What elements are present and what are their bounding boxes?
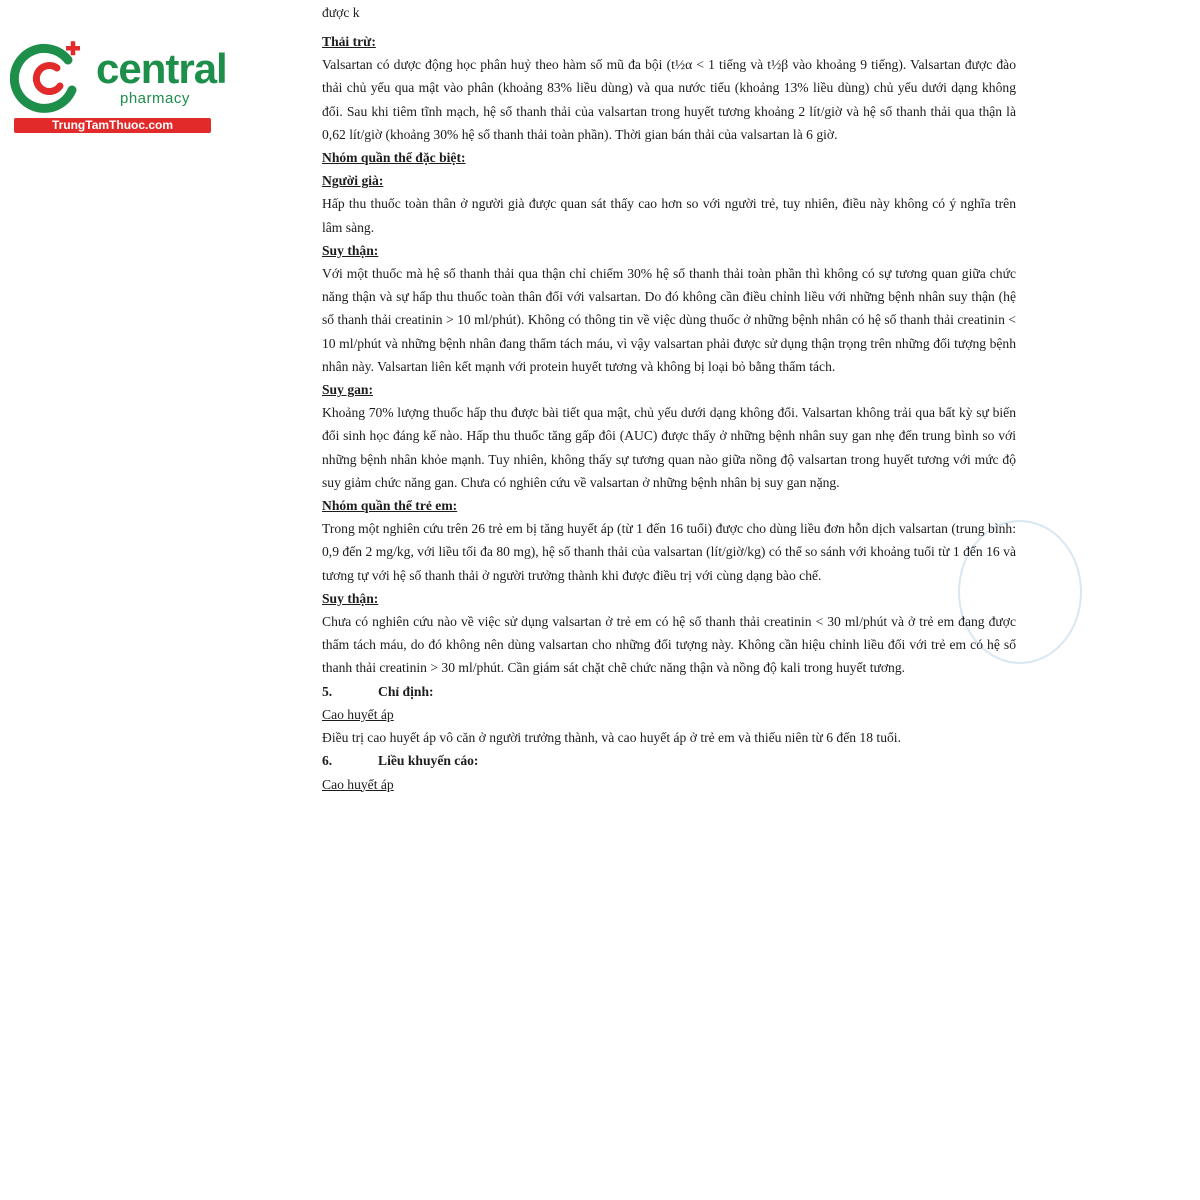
heading-thai-tru: Thải trừ: bbox=[322, 34, 376, 49]
section-number: 5. bbox=[322, 683, 333, 699]
brand-name: central bbox=[96, 45, 227, 92]
central-c-cross-icon bbox=[10, 38, 90, 118]
heading-suy-gan: Suy gan: bbox=[322, 382, 373, 398]
heading-nhom-tre-em: Nhóm quần thể trẻ em: bbox=[322, 498, 458, 514]
heading-suy-than: Suy thận: bbox=[322, 242, 379, 258]
para-suy-than-tre-em: Chưa có nghiên cứu nào về việc sử dụng valsartan ở trẻ em có hệ số thanh thải creatinin < 30 ml/phút và ở trẻ em đang được thẩm tách máu, do đó không nên dùng valsartan cho những đối tượng này. Không cần hiệu chỉnh liều đối với trẻ em có hệ số thanh thải creatinin > 30 ml/phút. Cần giám sát chặt chẽ chức năng thận và nồng độ kali trong huyết tương. bbox=[322, 614, 1016, 676]
para-thai-tru: Valsartan có dược động học phân huỷ theo hàm số mũ đa bội (t½α < 1 tiếng và t½β vào khoảng 9 tiếng). Valsartan được đào thải chủ yếu qua mật vào phân (khoảng 83% liều dùng) và qua nước tiểu (khoảng 13% liều dùng) chủ yếu dưới dạng không đổi. Sau khi tiêm tĩnh mạch, hệ số thanh thải của valsartan trong huyết tương khoảng 2 lít/giờ và hệ số thanh thải qua thận là 0,62 lít/giờ (khoảng 30% hệ số thanh thải toàn phần). Thời gian bán thải của valsartan là 6 giờ. bbox=[322, 57, 1016, 142]
document-body bbox=[322, 30, 1016, 796]
subheading-cao-huyet-ap-2: Cao huyết áp bbox=[322, 776, 394, 792]
subheading-cao-huyet-ap: Cao huyết áp bbox=[322, 706, 394, 722]
heading-nguoi-gia: Người già: bbox=[322, 173, 384, 189]
heading-chi-dinh bbox=[322, 680, 1016, 703]
heading-lieu-khuyen-cao bbox=[322, 749, 1016, 772]
para-cao-huyet-ap: Điều trị cao huyết áp vô căn ở người trưởng thành, và cao huyết áp ở trẻ em và thiếu niên từ 6 đến 18 tuổi. bbox=[322, 730, 901, 746]
section-title: Liều khuyến cáo: bbox=[378, 753, 479, 769]
section-number: 6. bbox=[322, 753, 333, 769]
brand-sub: pharmacy bbox=[120, 90, 190, 107]
page-top-fragment: được k bbox=[322, 5, 360, 20]
heading-nhom-quan-the-dac-biet: Nhóm quần thể đặc biệt: bbox=[322, 150, 466, 166]
para-nhom-tre-em: Trong một nghiên cứu trên 26 trẻ em bị tăng huyết áp (từ 1 đến 16 tuổi) được cho dùng liều đơn hỗn dịch valsartan (trung bình: 0,9 đến 2 mg/kg, với liều tối đa 80 mg), hệ số thanh thải của valsartan (lít/giờ/kg) có thể so sánh với khoảng tuổi từ 1 đến 16 và tương tự với hệ số thanh thải ở người trưởng thành khi được điều trị với cùng dạng bào chế. bbox=[322, 521, 1016, 583]
brand-site-banner[interactable]: TrungTamThuoc.com bbox=[14, 118, 211, 133]
heading-suy-than-tre-em: Suy thận: bbox=[322, 590, 379, 606]
central-pharmacy-logo[interactable] bbox=[10, 38, 227, 138]
para-nguoi-gia: Hấp thu thuốc toàn thân ở người già được quan sát thấy cao hơn so với người trẻ, tuy nhiên, điều này không có ý nghĩa trên lâm sàng. bbox=[322, 196, 1016, 235]
para-suy-than: Với một thuốc mà hệ số thanh thải qua thận chỉ chiếm 30% hệ số thanh thải toàn phần thì không có sự tương quan giữa chức năng thận và sự hấp thu thuốc toàn thân đối với valsartan. Do đó không cần điều chỉnh liều với những bệnh nhân suy thận (hệ số thanh thải creatinin > 10 ml/phút). Không có thông tin về việc dùng thuốc ở những bệnh nhân có hệ số thanh thải creatinin < 10 ml/phút và những bệnh nhân đang thẩm tách máu, vì vậy valsartan phải được sử dụng thận trọng trên những đối tượng bệnh nhân này. Valsartan liên kết mạnh với protein huyết tương và không bị loại bỏ bằng thẩm tách. bbox=[322, 266, 1016, 374]
para-suy-gan: Khoảng 70% lượng thuốc hấp thu được bài tiết qua mật, chủ yếu dưới dạng không đổi. Valsartan không trải qua bất kỳ sự biến đổi sinh học đáng kể nào. Hấp thu thuốc tăng gấp đôi (AUC) được thấy ở những bệnh nhân suy gan nhẹ đến trung bình so với những bệnh nhân khỏe mạnh. Tuy nhiên, không thấy sự tương quan nào giữa nồng độ valsartan trong huyết tương với mức độ suy giảm chức năng gan. Chưa có nghiên cứu về valsartan ở những bệnh nhân bị suy gan nặng. bbox=[322, 405, 1016, 490]
section-title: Chỉ định: bbox=[378, 683, 434, 699]
